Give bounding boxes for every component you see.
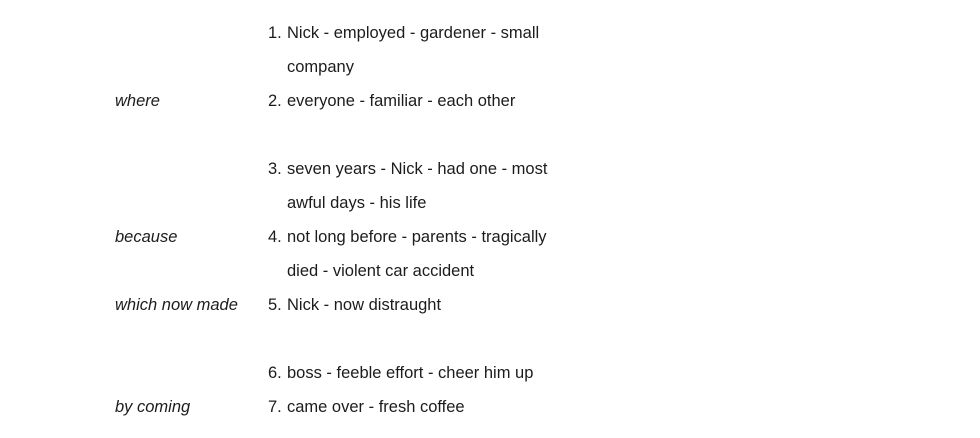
list-row [0,152,980,186]
item-text: seven years - Nick - had one - most [287,160,548,178]
list-row-continuation [0,254,980,288]
list-row [0,390,980,424]
list-row [0,16,980,50]
item-number: 5. [268,296,282,314]
item-text: Nick - now distraught [287,296,442,314]
list-row [0,84,980,118]
item-number: 4. [268,228,282,246]
item-text: awful days - his life [287,194,427,212]
list-row-continuation [0,50,980,84]
item-number: 6. [268,364,282,382]
item-text: company [287,58,354,76]
list-row [0,288,980,322]
blank-line [0,118,980,152]
connector-word: which now made [115,296,238,314]
list-row-continuation [0,186,980,220]
item-text: everyone - familiar - each other [287,92,516,110]
item-text: came over - fresh coffee [287,398,465,416]
item-text: died - violent car accident [287,262,475,280]
blank-line [0,322,980,356]
list-row [0,220,980,254]
item-number: 7. [268,398,282,416]
connector-word: because [115,228,178,246]
item-text: Nick - employed - gardener - small [287,24,540,42]
item-number: 3. [268,160,282,178]
item-number: 2. [268,92,282,110]
list-row [0,356,980,390]
item-text: boss - feeble effort - cheer him up [287,364,534,382]
item-number: 1. [268,24,282,42]
item-text: not long before - parents - tragically [287,228,547,246]
connector-word: by coming [115,398,191,416]
connector-word: where [115,92,160,110]
